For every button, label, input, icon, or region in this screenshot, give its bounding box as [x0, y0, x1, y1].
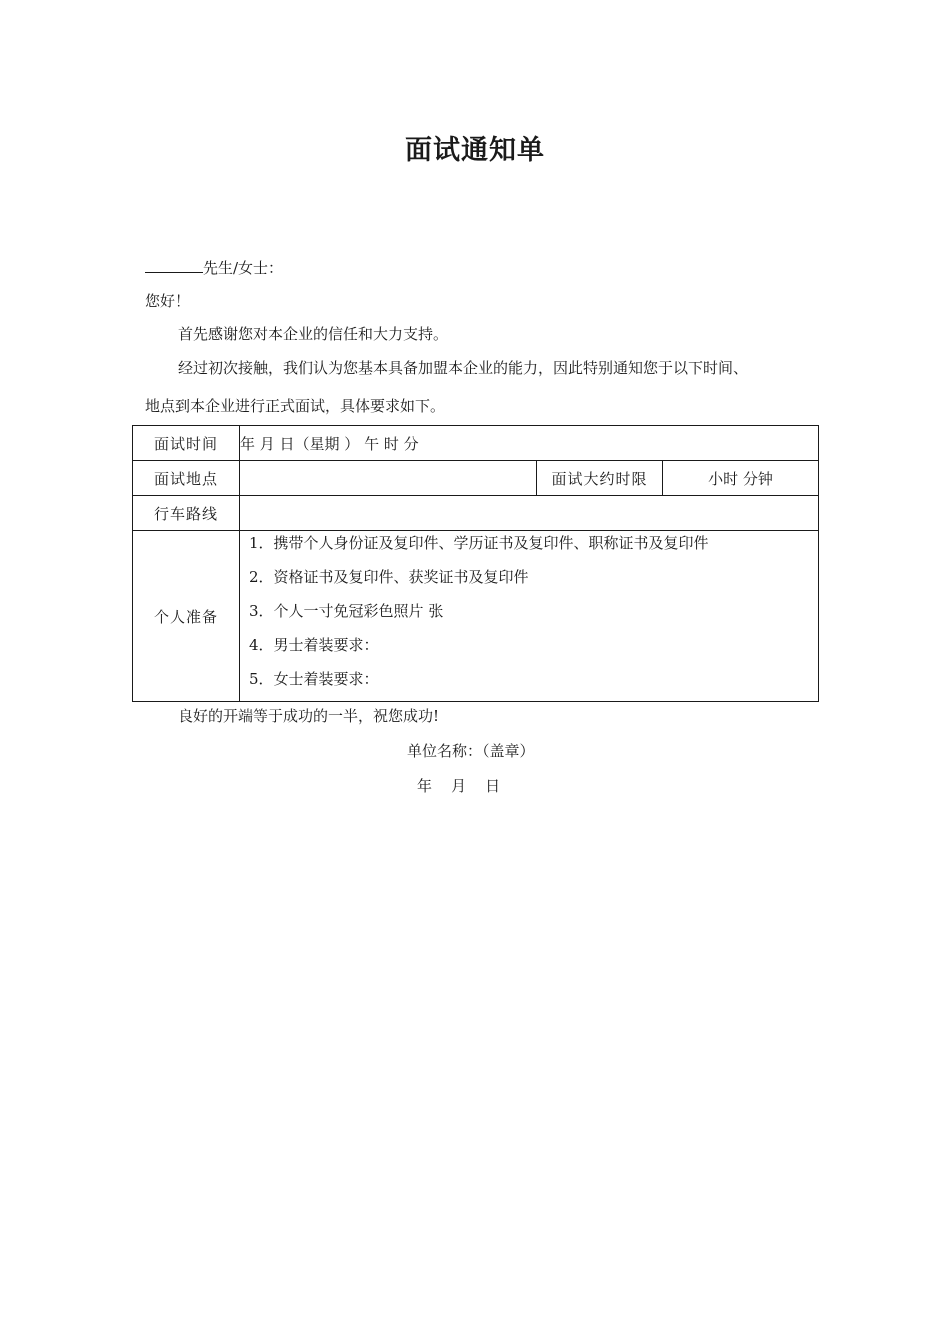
greeting: 您好！ — [145, 292, 191, 310]
row-interview-location — [133, 461, 819, 496]
paragraph-notice-line2: 地点到本企业进行正式面试，具体要求如下。 — [145, 397, 446, 415]
prep-list — [240, 531, 819, 702]
company-seal-line: 单位名称：（盖章） — [407, 742, 535, 760]
name-blank — [145, 257, 203, 273]
paragraph-thanks: 首先感谢您对本企业的信任和大力支持。 — [178, 325, 449, 343]
prep-label: 个人准备 — [133, 531, 240, 702]
route-value — [240, 496, 819, 531]
salutation-line — [145, 257, 283, 278]
time-label: 面试时间 — [133, 426, 240, 461]
row-personal-preparation — [133, 531, 819, 702]
document-title: 面试通知单 — [405, 135, 545, 166]
interview-details-table — [132, 425, 819, 702]
prep-item: 3．个人一寸免冠彩色照片 张 — [249, 602, 444, 620]
prep-item: 5．女士着装要求： — [249, 670, 379, 688]
duration-label: 面试大约时限 — [537, 461, 663, 496]
duration-value: 小时 分钟 — [663, 461, 819, 496]
prep-item: 2．资格证书及复印件、获奖证书及复印件 — [249, 568, 529, 586]
location-value — [240, 461, 537, 496]
time-value: 年 月 日（星期 ） 午 时 分 — [240, 426, 819, 461]
date-line: 年 月 日 — [417, 777, 501, 795]
salutation-text: 先生/女士： — [203, 259, 284, 277]
row-interview-time — [133, 426, 819, 461]
closing-line: 良好的开端等于成功的一半，祝您成功! — [178, 707, 440, 725]
paragraph-notice-line1: 经过初次接触，我们认为您基本具备加盟本企业的能力，因此特别通知您于以下时间、 — [178, 359, 749, 377]
prep-item: 1．携带个人身份证及复印件、学历证书及复印件、职称证书及复印件 — [249, 534, 709, 552]
prep-item: 4．男士着装要求： — [249, 636, 379, 654]
route-label: 行车路线 — [133, 496, 240, 531]
row-route — [133, 496, 819, 531]
location-label: 面试地点 — [133, 461, 240, 496]
